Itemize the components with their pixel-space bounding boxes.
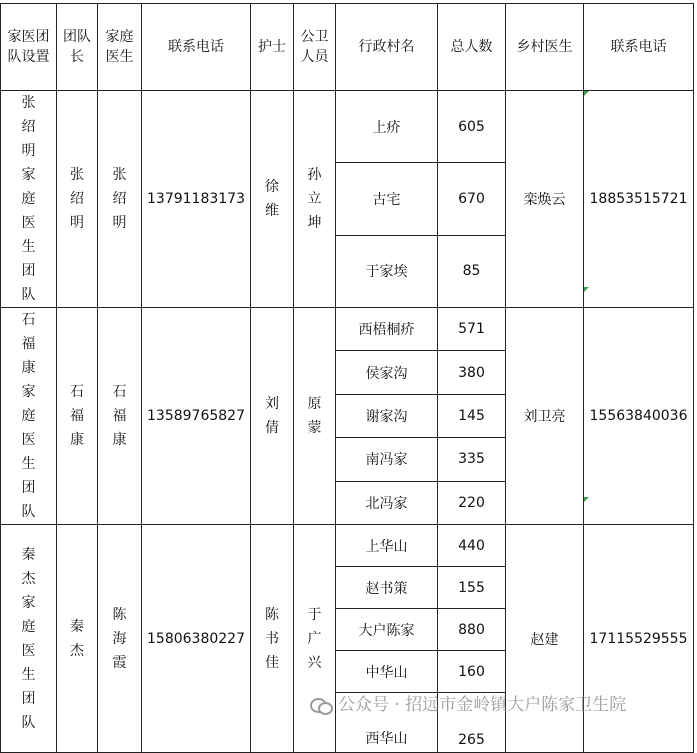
- table-row: [1, 308, 694, 351]
- header-row: [1, 4, 694, 91]
- team-nurse: 徐维: [251, 91, 294, 308]
- village-population: 160: [438, 651, 506, 693]
- village-name: 上华山: [336, 525, 438, 567]
- wechat-icon: [310, 696, 332, 714]
- header-phone: 联系电话: [142, 4, 251, 91]
- table-row: [1, 525, 694, 567]
- header-leader: 团队长: [57, 4, 98, 91]
- village-population: 440: [438, 525, 506, 567]
- cell-marker: [584, 287, 589, 292]
- village-name: 赵书策: [336, 567, 438, 609]
- watermark-text: 公众号 · 招远市金岭镇大户陈家卫生院: [338, 695, 627, 715]
- team-doctor: 石福康: [98, 308, 142, 525]
- village-population: 605: [438, 91, 506, 163]
- village-population: 155: [438, 567, 506, 609]
- team-leader: 秦杰: [57, 525, 98, 753]
- team-health: 原蒙: [294, 308, 336, 525]
- village-name: 南冯家: [336, 438, 438, 481]
- header-village: 行政村名: [336, 4, 438, 91]
- header-population: 总人数: [438, 4, 506, 91]
- team-phone: 13791183173: [142, 91, 251, 308]
- village-population: 85: [438, 235, 506, 307]
- rural-phone: 17115529555: [584, 525, 694, 753]
- village-name: 古宅: [336, 163, 438, 235]
- village-population: 265: [438, 693, 506, 753]
- cell-marker: [584, 497, 589, 502]
- rural-doctor: 刘卫亮: [506, 308, 584, 525]
- village-population: 380: [438, 351, 506, 394]
- team-leader: 张绍明: [57, 91, 98, 308]
- village-name: 谢家沟: [336, 394, 438, 437]
- village-name: 西梧桐疥: [336, 308, 438, 351]
- team-name: 张绍明家庭医生团队: [1, 91, 57, 308]
- team-name: 秦杰家庭医生团队: [1, 525, 57, 753]
- team-health: 孙立坤: [294, 91, 336, 308]
- team-health: 于广兴: [294, 525, 336, 753]
- village-population: 220: [438, 481, 506, 524]
- village-population: 145: [438, 394, 506, 437]
- header-rural-doctor: 乡村医生: [506, 4, 584, 91]
- team-phone: 13589765827: [142, 308, 251, 525]
- team-doctor: 张绍明: [98, 91, 142, 308]
- team-phone: 15806380227: [142, 525, 251, 753]
- team-name: 石福康家庭医生团队: [1, 308, 57, 525]
- village-population: 335: [438, 438, 506, 481]
- header-team: 家医团队设置: [1, 4, 57, 91]
- cell-marker: [584, 91, 589, 96]
- table-row: [1, 91, 694, 163]
- village-name: 中华山: [336, 651, 438, 693]
- team-nurse: 陈书佳: [251, 525, 294, 753]
- header-nurse: 护士: [251, 4, 294, 91]
- village-population: 571: [438, 308, 506, 351]
- village-population: 880: [438, 609, 506, 651]
- village-name: 于家埃: [336, 235, 438, 307]
- team-leader: 石福康: [57, 308, 98, 525]
- team-doctor: 陈海霞: [98, 525, 142, 753]
- rural-doctor: 栾焕云: [506, 91, 584, 308]
- header-rural-phone: 联系电话: [584, 4, 694, 91]
- header-health: 公卫人员: [294, 4, 336, 91]
- village-name: 西华山: [336, 693, 438, 753]
- rural-phone: 18853515721: [584, 91, 694, 308]
- village-name: 大户陈家: [336, 609, 438, 651]
- rural-phone: 15563840036: [584, 308, 694, 525]
- team-table: [0, 3, 694, 753]
- rural-doctor: 赵建: [506, 525, 584, 753]
- village-name: 北冯家: [336, 481, 438, 524]
- village-population: 670: [438, 163, 506, 235]
- team-nurse: 刘倩: [251, 308, 294, 525]
- village-name: 侯家沟: [336, 351, 438, 394]
- header-doctor: 家庭医生: [98, 4, 142, 91]
- village-name: 上疥: [336, 91, 438, 163]
- watermark: [310, 692, 626, 718]
